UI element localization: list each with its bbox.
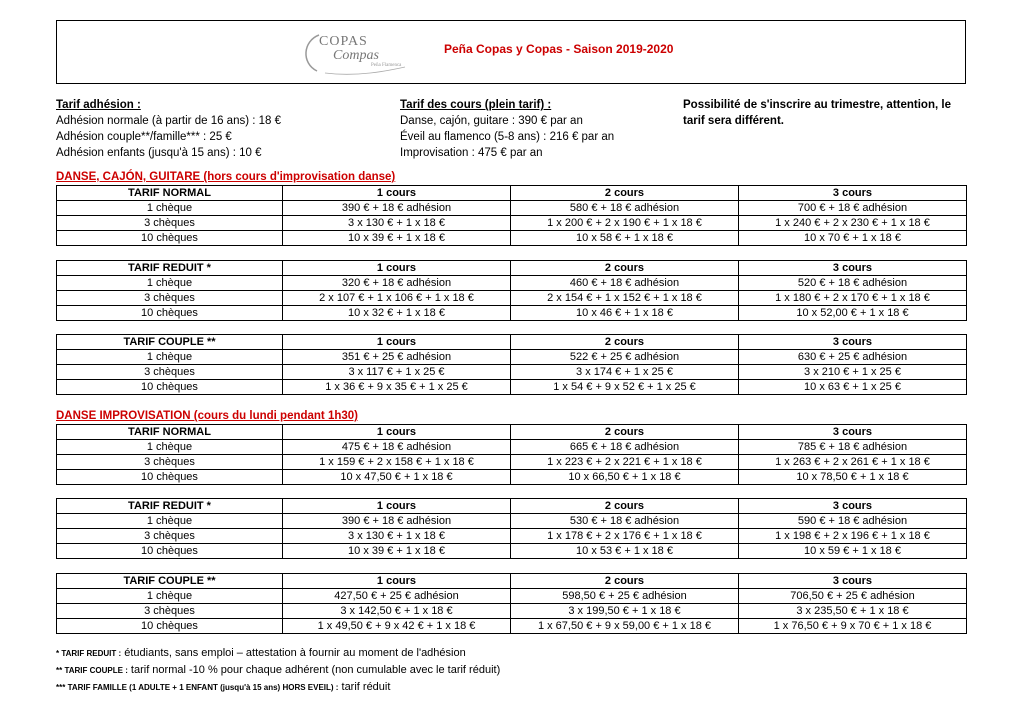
- tarif-type-label: TARIF NORMAL: [57, 425, 283, 440]
- trimestre-note: Possibilité de s'inscrire au trimestre, attention, le tarif sera différent.: [683, 99, 951, 127]
- price-cell: 1 x 240 € + 2 x 230 € + 1 x 18 €: [739, 216, 967, 231]
- payment-mode-cell: 10 chèques: [57, 380, 283, 395]
- price-cell: 630 € + 25 € adhésion: [739, 350, 967, 365]
- price-cell: 1 x 263 € + 2 x 261 € + 1 x 18 €: [739, 455, 967, 470]
- table-row: [57, 589, 967, 604]
- price-cell: 351 € + 25 € adhésion: [283, 350, 511, 365]
- tarif-type-label: TARIF REDUIT *: [57, 261, 283, 276]
- payment-mode-cell: 1 chèque: [57, 514, 283, 529]
- section-title-danse: DANSE, CAJÓN, GUITARE (hors cours d'improvisation danse): [56, 171, 396, 183]
- payment-mode-cell: 10 chèques: [57, 544, 283, 559]
- cours-header: 3 cours: [739, 574, 967, 589]
- table-row: [57, 231, 967, 246]
- payment-mode-cell: 1 chèque: [57, 201, 283, 216]
- price-cell: 10 x 58 € + 1 x 18 €: [511, 231, 739, 246]
- cours-header: 2 cours: [511, 261, 739, 276]
- price-cell: 460 € + 18 € adhésion: [511, 276, 739, 291]
- price-cell: 522 € + 25 € adhésion: [511, 350, 739, 365]
- price-cell: 1 x 198 € + 2 x 196 € + 1 x 18 €: [739, 529, 967, 544]
- price-cell: 10 x 39 € + 1 x 18 €: [283, 231, 511, 246]
- cours-header: 1 cours: [283, 425, 511, 440]
- price-cell: 3 x 142,50 € + 1 x 18 €: [283, 604, 511, 619]
- tarif-table-danse-normal: [56, 185, 967, 246]
- payment-mode-cell: 3 chèques: [57, 291, 283, 306]
- cours-header: 2 cours: [511, 335, 739, 350]
- table-row: [57, 455, 967, 470]
- cours-line: Éveil au flamenco (5-8 ans) : 216 € par an: [400, 131, 615, 143]
- price-cell: 10 x 46 € + 1 x 18 €: [511, 306, 739, 321]
- page-title: Peña Copas y Copas - Saison 2019-2020: [444, 42, 674, 56]
- payment-mode-cell: 10 chèques: [57, 231, 283, 246]
- table-row: [57, 201, 967, 216]
- footnote-text: tarif normal -10 % pour chaque adhérent (non cumulable avec le tarif réduit): [127, 664, 501, 676]
- price-cell: 3 x 130 € + 1 x 18 €: [283, 216, 511, 231]
- adhesion-line: Adhésion normale (à partir de 16 ans) : 18 €: [56, 115, 282, 127]
- payment-mode-cell: 1 chèque: [57, 276, 283, 291]
- payment-mode-cell: 3 chèques: [57, 216, 283, 231]
- cours-header: 1 cours: [283, 574, 511, 589]
- payment-mode-cell: 1 chèque: [57, 350, 283, 365]
- price-cell: 10 x 32 € + 1 x 18 €: [283, 306, 511, 321]
- price-cell: 3 x 210 € + 1 x 25 €: [739, 365, 967, 380]
- price-cell: 785 € + 18 € adhésion: [739, 440, 967, 455]
- table-row: [57, 380, 967, 395]
- adhesion-heading: Tarif adhésion :: [56, 99, 141, 111]
- footnote-label: ** TARIF COUPLE :: [56, 666, 128, 675]
- price-cell: 10 x 70 € + 1 x 18 €: [739, 231, 967, 246]
- table-header-row: [57, 335, 967, 350]
- tarif-table-impro-reduit: [56, 498, 967, 559]
- price-cell: 3 x 199,50 € + 1 x 18 €: [511, 604, 739, 619]
- price-cell: 427,50 € + 25 € adhésion: [283, 589, 511, 604]
- adhesion-line: Adhésion enfants (jusqu'à 15 ans) : 10 €: [56, 147, 262, 159]
- price-cell: 580 € + 18 € adhésion: [511, 201, 739, 216]
- table-row: [57, 291, 967, 306]
- cours-header: 1 cours: [283, 335, 511, 350]
- table-row: [57, 276, 967, 291]
- cours-header: 3 cours: [739, 425, 967, 440]
- price-cell: 1 x 180 € + 2 x 170 € + 1 x 18 €: [739, 291, 967, 306]
- price-cell: 10 x 63 € + 1 x 25 €: [739, 380, 967, 395]
- table-row: [57, 529, 967, 544]
- cours-heading: Tarif des cours (plein tarif) :: [400, 99, 552, 111]
- price-cell: 3 x 174 € + 1 x 25 €: [511, 365, 739, 380]
- tarif-table-danse-couple: [56, 334, 967, 395]
- footnote: [56, 679, 500, 696]
- price-cell: 2 x 154 € + 1 x 152 € + 1 x 18 €: [511, 291, 739, 306]
- tarif-type-label: TARIF NORMAL: [57, 186, 283, 201]
- tarif-type-label: TARIF REDUIT *: [57, 499, 283, 514]
- price-cell: 10 x 39 € + 1 x 18 €: [283, 544, 511, 559]
- price-cell: 10 x 47,50 € + 1 x 18 €: [283, 470, 511, 485]
- cours-header: 2 cours: [511, 425, 739, 440]
- tarif-table-danse-reduit: [56, 260, 967, 321]
- table-row: [57, 604, 967, 619]
- cours-header: 1 cours: [283, 261, 511, 276]
- table-row: [57, 440, 967, 455]
- table-row: [57, 514, 967, 529]
- price-cell: 1 x 49,50 € + 9 x 42 € + 1 x 18 €: [283, 619, 511, 634]
- price-cell: 1 x 200 € + 2 x 190 € + 1 x 18 €: [511, 216, 739, 231]
- footnote: [56, 662, 500, 679]
- payment-mode-cell: 10 chèques: [57, 619, 283, 634]
- price-cell: 1 x 36 € + 9 x 35 € + 1 x 25 €: [283, 380, 511, 395]
- price-cell: 530 € + 18 € adhésion: [511, 514, 739, 529]
- footnote-label: *** TARIF FAMILLE (1 ADULTE + 1 ENFANT (jusqu'à 15 ans) HORS EVEIL) :: [56, 683, 339, 692]
- cours-header: 1 cours: [283, 186, 511, 201]
- cours-header: 3 cours: [739, 186, 967, 201]
- table-row: [57, 306, 967, 321]
- price-cell: 520 € + 18 € adhésion: [739, 276, 967, 291]
- price-cell: 2 x 107 € + 1 x 106 € + 1 x 18 €: [283, 291, 511, 306]
- section-title-improvisation: DANSE IMPROVISATION (cours du lundi pendant 1h30): [56, 410, 358, 422]
- cours-header: 2 cours: [511, 186, 739, 201]
- table-row: [57, 216, 967, 231]
- price-cell: 590 € + 18 € adhésion: [739, 514, 967, 529]
- price-cell: 320 € + 18 € adhésion: [283, 276, 511, 291]
- footnote-text: tarif réduit: [338, 681, 391, 693]
- payment-mode-cell: 10 chèques: [57, 306, 283, 321]
- price-cell: 700 € + 18 € adhésion: [739, 201, 967, 216]
- adhesion-line: Adhésion couple**/famille*** : 25 €: [56, 131, 232, 143]
- price-cell: 10 x 59 € + 1 x 18 €: [739, 544, 967, 559]
- table-row: [57, 544, 967, 559]
- logo-line-1: COPAS: [319, 34, 368, 49]
- table-row: [57, 350, 967, 365]
- footnote-text: étudiants, sans emploi – attestation à fournir au moment de l'adhésion: [121, 647, 466, 659]
- price-cell: 3 x 130 € + 1 x 18 €: [283, 529, 511, 544]
- payment-mode-cell: 1 chèque: [57, 440, 283, 455]
- price-cell: 390 € + 18 € adhésion: [283, 201, 511, 216]
- price-cell: 3 x 235,50 € + 1 x 18 €: [739, 604, 967, 619]
- price-cell: 10 x 53 € + 1 x 18 €: [511, 544, 739, 559]
- header-box: [56, 20, 966, 84]
- payment-mode-cell: 1 chèque: [57, 589, 283, 604]
- price-cell: 475 € + 18 € adhésion: [283, 440, 511, 455]
- footnotes: [56, 645, 500, 696]
- price-cell: 706,50 € + 25 € adhésion: [739, 589, 967, 604]
- price-cell: 10 x 52,00 € + 1 x 18 €: [739, 306, 967, 321]
- payment-mode-cell: 3 chèques: [57, 529, 283, 544]
- footnote: [56, 645, 500, 662]
- cours-header: 2 cours: [511, 574, 739, 589]
- table-row: [57, 470, 967, 485]
- adhesion-info: [56, 97, 281, 161]
- price-cell: 3 x 117 € + 1 x 25 €: [283, 365, 511, 380]
- tarif-type-label: TARIF COUPLE **: [57, 335, 283, 350]
- table-header-row: [57, 425, 967, 440]
- logo-line-2: Compas: [333, 48, 379, 63]
- cours-header: 1 cours: [283, 499, 511, 514]
- price-cell: 390 € + 18 € adhésion: [283, 514, 511, 529]
- cours-line: Danse, cajón, guitare : 390 € par an: [400, 115, 583, 127]
- table-header-row: [57, 499, 967, 514]
- price-cell: 665 € + 18 € adhésion: [511, 440, 739, 455]
- payment-mode-cell: 10 chèques: [57, 470, 283, 485]
- price-cell: 10 x 78,50 € + 1 x 18 €: [739, 470, 967, 485]
- price-cell: 1 x 76,50 € + 9 x 70 € + 1 x 18 €: [739, 619, 967, 634]
- cours-info: [400, 97, 614, 161]
- tarif-type-label: TARIF COUPLE **: [57, 574, 283, 589]
- table-header-row: [57, 574, 967, 589]
- table-row: [57, 365, 967, 380]
- footnote-label: * TARIF REDUIT :: [56, 649, 122, 658]
- cours-header: 3 cours: [739, 261, 967, 276]
- price-cell: 1 x 54 € + 9 x 52 € + 1 x 25 €: [511, 380, 739, 395]
- table-header-row: [57, 186, 967, 201]
- cours-header: 3 cours: [739, 335, 967, 350]
- tarif-table-impro-couple: [56, 573, 967, 634]
- logo: [319, 35, 401, 69]
- cours-line: Improvisation : 475 € par an: [400, 147, 543, 159]
- cours-header: 2 cours: [511, 499, 739, 514]
- price-cell: 1 x 178 € + 2 x 176 € + 1 x 18 €: [511, 529, 739, 544]
- payment-mode-cell: 3 chèques: [57, 455, 283, 470]
- table-row: [57, 619, 967, 634]
- price-cell: 598,50 € + 25 € adhésion: [511, 589, 739, 604]
- tarif-table-impro-normal: [56, 424, 967, 485]
- logo-line-3: Peña Flamenca: [371, 63, 402, 68]
- payment-mode-cell: 3 chèques: [57, 604, 283, 619]
- price-cell: 10 x 66,50 € + 1 x 18 €: [511, 470, 739, 485]
- price-cell: 1 x 159 € + 2 x 158 € + 1 x 18 €: [283, 455, 511, 470]
- payment-mode-cell: 3 chèques: [57, 365, 283, 380]
- price-cell: 1 x 67,50 € + 9 x 59,00 € + 1 x 18 €: [511, 619, 739, 634]
- price-cell: 1 x 223 € + 2 x 221 € + 1 x 18 €: [511, 455, 739, 470]
- cours-header: 3 cours: [739, 499, 967, 514]
- table-header-row: [57, 261, 967, 276]
